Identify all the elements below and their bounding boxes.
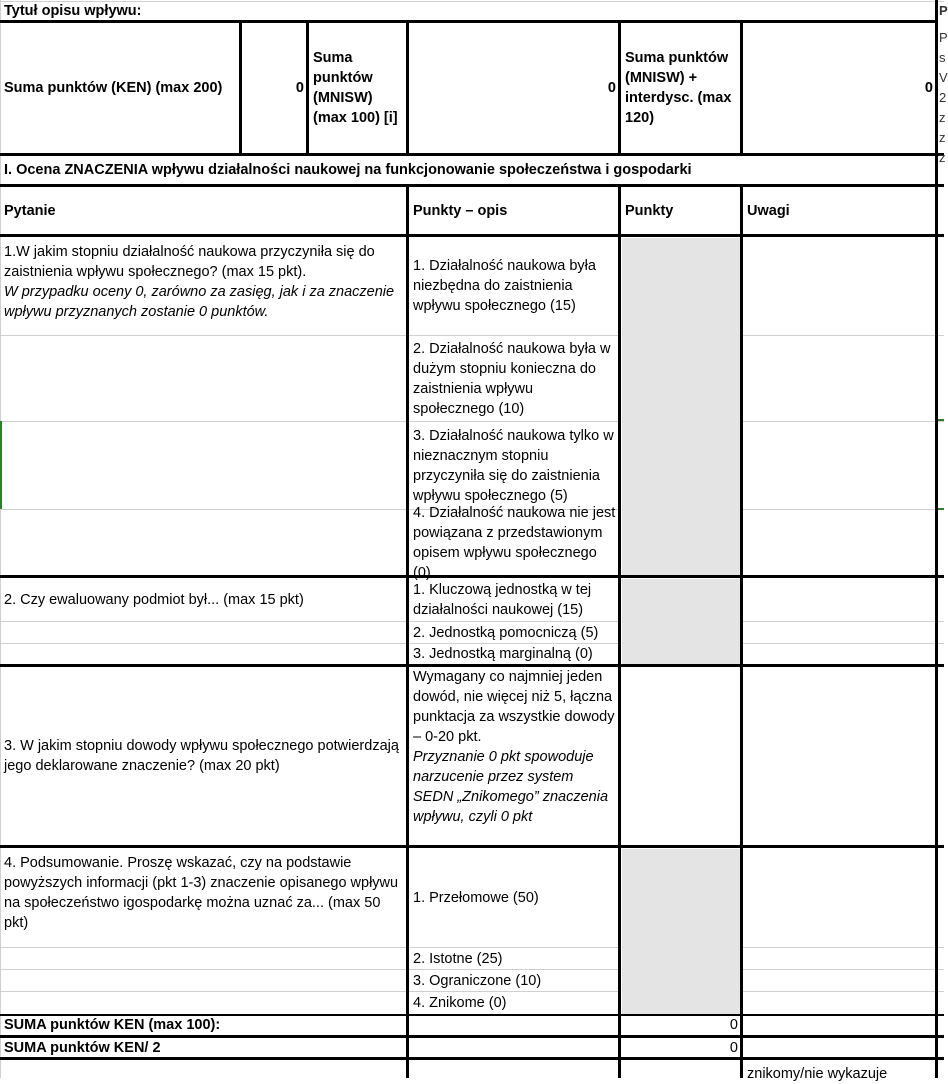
right-cut-header: P xyxy=(939,3,948,18)
q2-option-2: 2. Jednostką pomocniczą (5) xyxy=(413,624,599,641)
question-3: 3. W jakim stopniu dowody wpływu społecznego potwierdzają jego deklarowane znaczenie? (max 20 pkt) xyxy=(4,738,399,774)
q3-description-note: Przyznanie 0 pkt spowoduje narzucenie przez system SEDN „Znikomego” znaczenia wpływu, czyli 0 pkt xyxy=(413,749,609,825)
mnisw-sum-label: Suma punktów (MNISW) (max 100) [i] xyxy=(313,50,398,126)
sum-ken-value[interactable]: 0 xyxy=(729,1017,738,1033)
q1-option-4: 4. Działalność naukowa nie jest powiązana z przedstawionym opisem wpływu społecznego (0) xyxy=(413,504,616,581)
right-cut-column: P s V 2 z z z xyxy=(939,30,948,165)
points-shade-q4 xyxy=(622,849,740,1015)
points-shade-q2 xyxy=(622,579,740,665)
header-question: Pytanie xyxy=(4,202,56,219)
q1-option-3: 3. Działalność naukowa tylko w nieznacznym stopniu przyczyniła się do zaistnienia wpływu społecznego (5) xyxy=(413,427,614,504)
impact-title-label: Tytuł opisu wpływu: xyxy=(4,3,142,19)
q4-option-3: 3. Ograniczone (10) xyxy=(413,972,542,989)
sum-ken-half-value[interactable]: 0 xyxy=(729,1039,738,1056)
q4-option-4: 4. Znikome (0) xyxy=(413,995,507,1011)
mnisw-sum-value[interactable]: 0 xyxy=(607,80,616,96)
question-4: 4. Podsumowanie. Proszę wskazać, czy na podstawie powyższych informacji (pkt 1-3) znaczenie opisanego wpływu na społeczeństwo igospodarkę można uznać za... (max 50 pkt) xyxy=(4,855,399,931)
sum-ken-label: SUMA punktów KEN (max 100): xyxy=(4,1017,221,1033)
header-points: Punkty xyxy=(625,202,674,219)
q2-option-1: 1. Kluczową jednostką w tej działalności naukowej (15) xyxy=(413,581,592,618)
points-shade-q1 xyxy=(622,238,740,576)
mnisw-inter-sum-label: Suma punktów (MNISW) + interdysc. (max 120) xyxy=(625,50,732,126)
header-notes: Uwagi xyxy=(747,202,790,219)
question-1: 1.W jakim stopniu działalność naukowa przyczyniła się do zaistnienia wpływu społecznego? (max 15 pkt). W przypadku oceny 0, zarówno za zasięg, jak i za znaczenie wpływu przyznanych zostanie 0 punktów. xyxy=(0,237,406,335)
mnisw-inter-sum-value[interactable]: 0 xyxy=(924,80,933,96)
bottom-note: znikomy/nie wykazuje xyxy=(747,1066,888,1082)
header-points-desc: Punkty – opis xyxy=(413,202,508,219)
q4-option-2: 2. Istotne (25) xyxy=(413,950,503,967)
q1-option-1: 1. Działalność naukowa była niezbędna do zaistnienia wpływu społecznego (15) xyxy=(413,258,596,314)
sum-ken-half-label: SUMA punktów KEN/ 2 xyxy=(4,1039,161,1056)
ken-sum-value[interactable]: 0 xyxy=(295,80,304,96)
q3-description: Wymagany co najmniej jeden dowód, nie więcej niż 5, łączna punktacja za wszystkie dowody – 0-20 pkt. Przyznanie 0 pkt spowoduje narzucenie przez system SEDN „Znikomego” znaczenia wpływu, czyli 0 pkt xyxy=(413,669,615,825)
q4-option-1: 1. Przełomowe (50) xyxy=(413,889,539,906)
ken-sum-label: Suma punktów (KEN) (max 200) xyxy=(4,80,223,96)
q1-option-2: 2. Działalność naukowa była w dużym stopniu konieczna do zaistnienia wpływu społecznego (10) xyxy=(413,340,611,417)
question-2: 2. Czy ewaluowany podmiot był... (max 15 pkt) xyxy=(4,591,304,608)
section-title: I. Ocena ZNACZENIA wpływu działalności naukowej na funkcjonowanie społeczeństwa i gospodarki xyxy=(4,162,692,178)
q2-option-3: 3. Jednostką marginalną (0) xyxy=(413,646,593,662)
question-1-note: W przypadku oceny 0, zarówno za zasięg, jak i za znaczenie wpływu przyznanych zostanie 0 punktów. xyxy=(4,284,395,320)
